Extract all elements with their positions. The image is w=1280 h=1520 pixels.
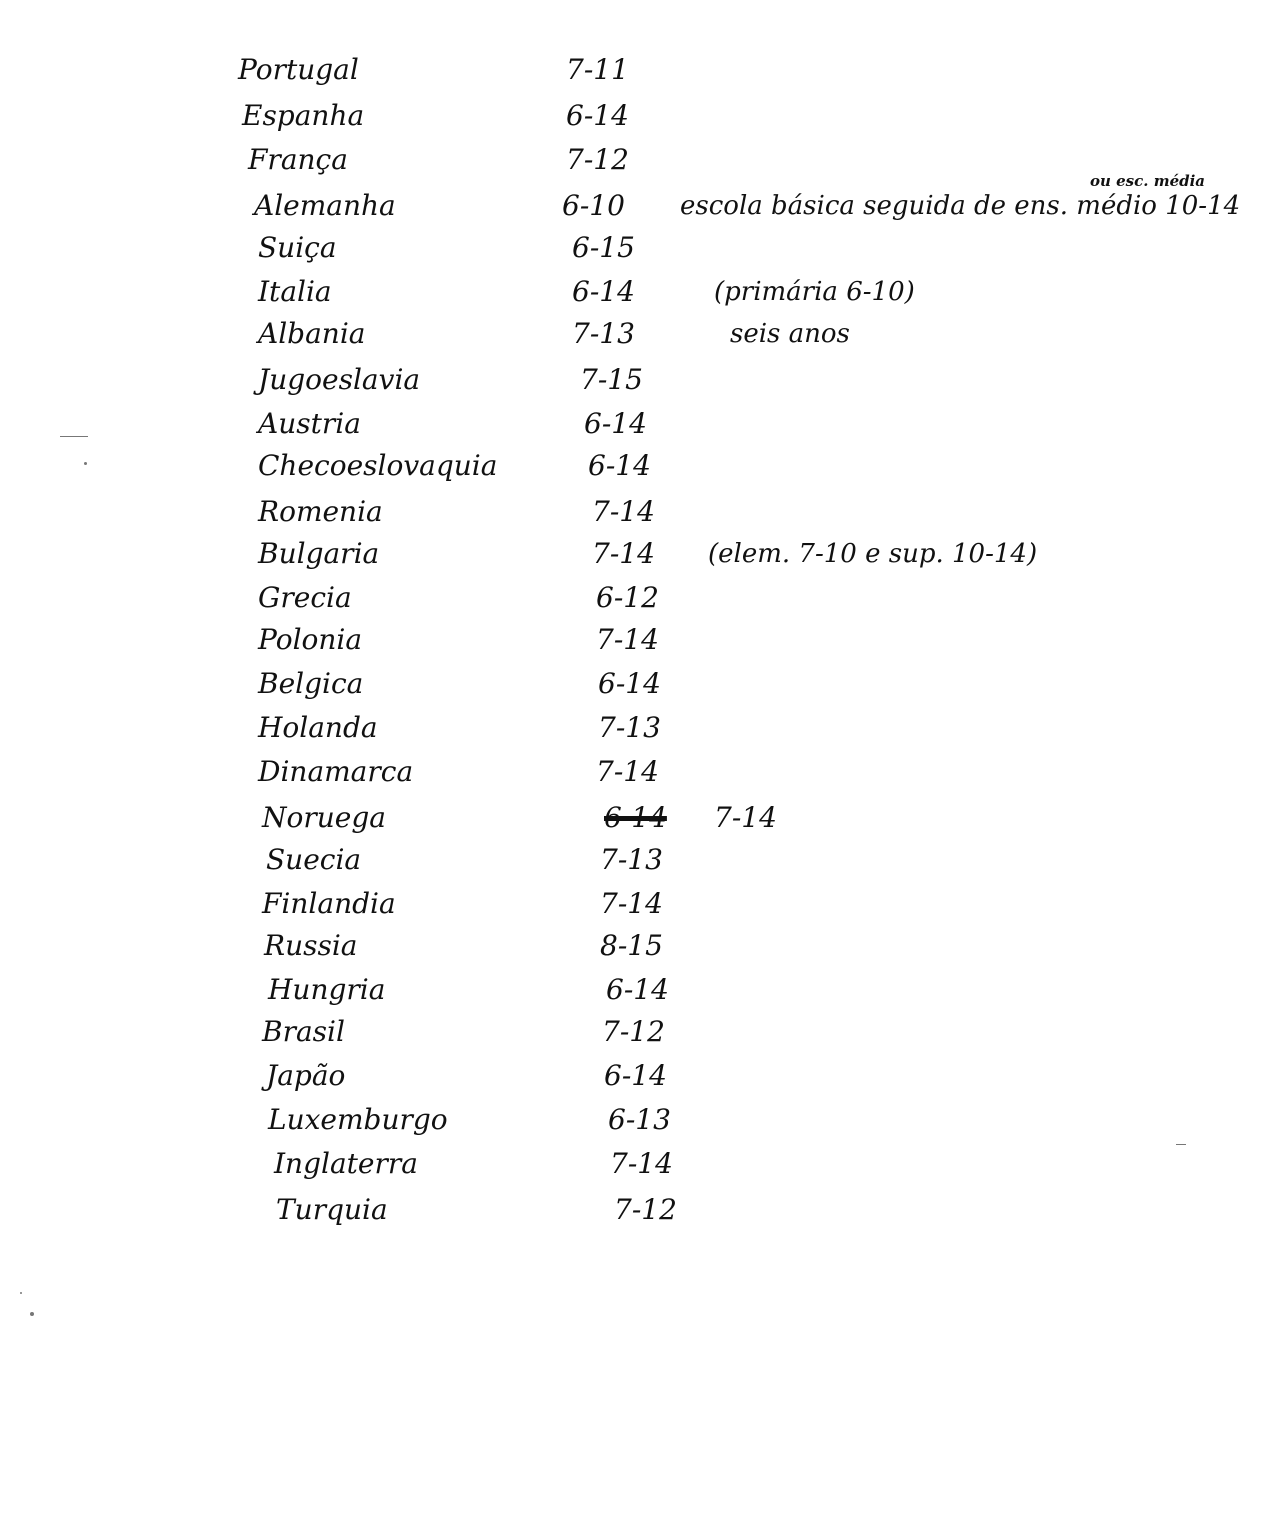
- country-name: Russia: [264, 929, 358, 962]
- age-range: 7-13: [600, 843, 663, 876]
- age-range: 7-14: [714, 801, 777, 834]
- country-name: Brasil: [262, 1015, 345, 1048]
- scan-speck: [60, 436, 88, 437]
- alemanha-superscript-note: ou esc. média: [1090, 172, 1206, 190]
- age-range: 6-14: [572, 275, 635, 308]
- country-name: Hungria: [268, 973, 386, 1006]
- age-range: 6-14: [588, 449, 651, 482]
- age-range: 7-13: [598, 711, 661, 744]
- country-name: Suecia: [266, 843, 362, 876]
- scan-speck: [20, 1292, 22, 1294]
- country-name: Finlandia: [262, 887, 396, 920]
- age-range: 7-15: [580, 363, 643, 396]
- age-range: 6-14: [606, 973, 669, 1006]
- country-name: Albania: [258, 317, 366, 350]
- age-range: 6-14: [598, 667, 661, 700]
- country-name: Suiça: [258, 231, 337, 264]
- age-range: 7-12: [614, 1193, 677, 1226]
- country-name: Holanda: [258, 711, 378, 744]
- country-name: Noruega: [262, 801, 386, 834]
- age-range: 6-14: [584, 407, 647, 440]
- age-range: 7-14: [592, 537, 655, 570]
- country-name: Romenia: [258, 495, 383, 528]
- country-name: Jugoeslavia: [258, 363, 421, 396]
- country-name: Turquia: [276, 1193, 388, 1226]
- country-name: França: [248, 143, 348, 176]
- age-range: 6-14: [566, 99, 629, 132]
- country-name: Polonia: [258, 623, 363, 656]
- age-note: (elem. 7-10 e sup. 10-14): [708, 539, 1038, 569]
- age-range: 7-12: [566, 143, 629, 176]
- age-range: 6-14: [604, 1059, 667, 1092]
- age-range: 6-10: [562, 189, 625, 222]
- age-range: 7-14: [596, 623, 659, 656]
- country-name: Alemanha: [254, 189, 396, 222]
- struck-out-value: 6-14: [604, 801, 667, 834]
- age-note: (primária 6-10): [714, 277, 915, 307]
- country-name: Dinamarca: [258, 755, 414, 788]
- age-range: 6-13: [608, 1103, 671, 1136]
- age-range: 7-14: [600, 887, 663, 920]
- age-range: 7-14: [592, 495, 655, 528]
- country-name: Grecia: [258, 581, 352, 614]
- age-range: 6-12: [596, 581, 659, 614]
- country-name: Portugal: [238, 53, 359, 86]
- scan-speck: [30, 1312, 34, 1316]
- age-range: 8-15: [600, 929, 663, 962]
- age-range: 7-12: [602, 1015, 665, 1048]
- country-name: Checoeslovaquia: [258, 449, 498, 482]
- country-name: Austria: [258, 407, 361, 440]
- country-name: Espanha: [242, 99, 365, 132]
- age-range: 7-14: [610, 1147, 673, 1180]
- age-range: 7-11: [566, 53, 629, 86]
- country-name: Belgica: [258, 667, 364, 700]
- country-name: Bulgaria: [258, 537, 380, 570]
- country-name: Japão: [266, 1059, 346, 1092]
- country-name: Luxemburgo: [268, 1103, 448, 1136]
- age-note: escola básica seguida de ens. médio 10-14: [680, 191, 1241, 221]
- country-name: Inglaterra: [274, 1147, 418, 1180]
- age-note: seis anos: [730, 319, 850, 349]
- age-range: 7-14: [596, 755, 659, 788]
- age-range: 7-13: [572, 317, 635, 350]
- scan-speck: [1176, 1144, 1186, 1145]
- age-range: 6-15: [572, 231, 635, 264]
- scan-speck: [84, 462, 87, 465]
- country-name: Italia: [258, 275, 332, 308]
